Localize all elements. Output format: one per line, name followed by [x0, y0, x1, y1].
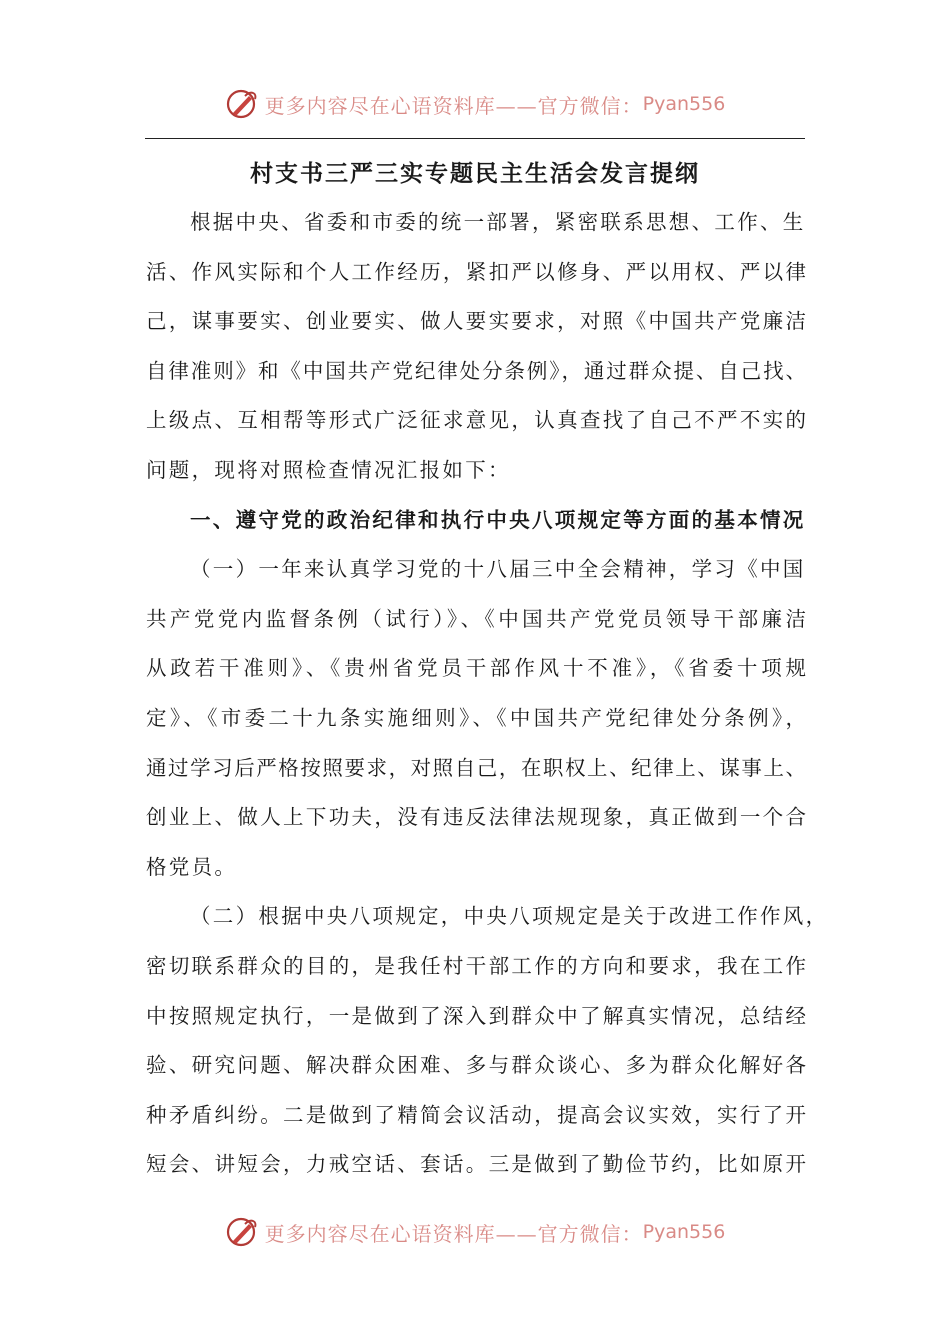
document-title: 村支书三严三实专题民主生活会发言提纲 [250, 160, 700, 187]
text-line: 创业上、做人上下功夫，没有违反法律法规现象，真正做到一个合 [146, 805, 806, 830]
text-line: 中按照规定执行，一是做到了深入到群众中了解真实情况，总结经 [146, 1003, 806, 1028]
text-line: 种矛盾纠纷。二是做到了精简会议活动，提高会议实效，实行了开 [146, 1102, 806, 1127]
text-line: 验、研究问题、解决群众困难、多与群众谈心、多为群众化解好各 [146, 1053, 806, 1078]
text-line: 通过学习后严格按照要求，对照自己，在职权上、纪律上、谋事上、 [146, 755, 806, 780]
header-rule [145, 138, 805, 139]
text-line: 密切联系群众的目的，是我任村干部工作的方向和要求，我在工作 [146, 953, 806, 978]
text-line: （一）一年来认真学习党的十八届三中全会精神，学习《中国 [190, 557, 806, 582]
text-line: 上级点、互相帮等形式广泛征求意见，认真查找了自己不严不实的 [146, 408, 806, 433]
text-line: 定》、《市委二十九条实施细则》、《中国共产党纪律处分条例》， [146, 705, 806, 730]
pen-logo-icon [225, 1215, 259, 1249]
text-line: 短会、讲短会，力戒空话、套话。三是做到了勤俭节约，比如原开 [146, 1152, 806, 1177]
text-line: 自律准则》和《中国共产党纪律处分条例》，通过群众提、自己找、 [146, 358, 806, 383]
banner-wechat-id: Pyan556 [642, 93, 726, 115]
document-body [146, 204, 829, 1196]
text-line: 己，谋事要实、创业要实、做人要实要求，对照《中国共产党廉洁 [146, 309, 806, 334]
text-line: 根据中央、省委和市委的统一部署，紧密联系思想、工作、生 [190, 210, 806, 234]
banner-wechat-id: Pyan556 [642, 1221, 726, 1243]
footer-banner [0, 1212, 950, 1252]
pen-logo-icon [225, 87, 259, 121]
text-line: 共产党党内监督条例（试行）》、《中国共产党党员领导干部廉洁 [146, 606, 806, 631]
text-line: 问题，现将对照检查情况汇报如下： [146, 457, 511, 482]
text-line: 活、作风实际和个人工作经历，紧扣严以修身、严以用权、严以律 [146, 259, 806, 284]
header-banner [0, 84, 950, 124]
banner-text: 更多内容尽在心语资料库——官方微信： [264, 93, 643, 118]
banner-text: 更多内容尽在心语资料库——官方微信： [264, 1221, 643, 1246]
text-line: 格党员。 [146, 854, 238, 879]
section-heading: 一、遵守党的政治纪律和执行中央八项规定等方面的基本情况 [190, 507, 806, 532]
text-line: 从政若干准则》、《贵州省党员干部作风十不准》，《省委十项规 [146, 656, 806, 681]
text-line: （二）根据中央八项规定，中央八项规定是关于改进工作作风， [190, 904, 829, 929]
